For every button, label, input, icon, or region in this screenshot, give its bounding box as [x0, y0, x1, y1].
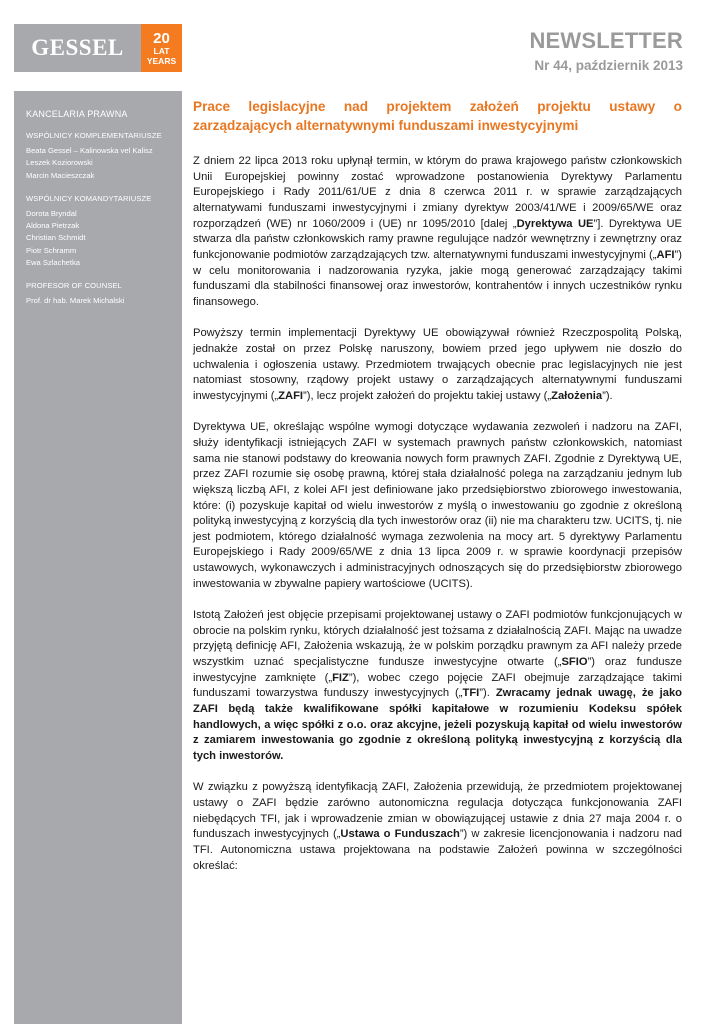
sidebar-section-title: WSPÓLNICY KOMPLEMENTARIUSZE [26, 131, 162, 140]
logo-name: GESSEL [14, 24, 141, 72]
defined-term: Dyrektywa UE [516, 217, 594, 230]
logo-years-badge [141, 24, 182, 72]
sidebar-name: Dorota Bryndal [26, 208, 77, 218]
defined-term: ZAFI [278, 389, 304, 402]
logo-years-line2: YEARS [146, 55, 177, 66]
defined-term: TFI [462, 687, 480, 700]
article-paragraph: W związku z powyższą identyfikacją ZAFI, Założenia przewidują, że przedmiotem projektowanej ustawy o ZAFI będzie zarówno autonomiczna regulacja dotycząca funkcjonowania ZAFI niebędących TFI, jak i wprowadzenie zmian w obowiązującej ustawie z dnia 27 maja 2004 r. o funduszach inwestycyjnych („Ustawa o Funduszach”) w zakresie licencjonowania i nadzoru nad TFI. Autonomiczna ustawa projektowana na podstawie Założeń powinna w szczególności określać: [193, 781, 682, 872]
sidebar-name: Aldona Pietrzak [26, 221, 80, 231]
defined-term: FIZ [332, 671, 349, 684]
sidebar [14, 91, 182, 1024]
sidebar-name: Ewa Szlachetka [26, 258, 81, 268]
article [193, 97, 682, 890]
sidebar-name: Prof. dr hab. Marek Michalski [26, 296, 125, 306]
sidebar-section-title: PROFESOR OF COUNSEL [26, 281, 122, 291]
article-paragraph: Z dniem 22 lipca 2013 roku upłynął termin, w którym do prawa krajowego państw członkowskich Unii Europejskiej powinny zostać wprowadzone postanowienia Dyrektywy Parlamentu Europejskiego i Rady 2011/61/UE z dnia 8 czerwca 2011 r. w sprawie zarządzających alternatywami funduszami inwestycyjnymi i zmiany dyrektyw 2003/41/WE i 2009/65/WE oraz rozporządzeń (WE) nr 1060/2009 i (UE) nr 1095/2010 [dalej „Dyrektywa UE”]. Dyrektywa UE stwarza dla państw członkowskich ramy prawne regulujące nadzór wewnętrzny i zewnętrzny oraz funkcjonowanie podmiotów zarządzających tzw. alternatywnymi funduszami inwestycyjnymi („AFI”) w celu monitorowania i nadzorowania ryzyka, jakie mogą generować zarządzający takimi funduszami dla stabilności finansowej oraz inwestorów, kontrahentów i innych uczestników rynku finansowego. [193, 155, 683, 308]
defined-term: AFI [656, 248, 675, 261]
sidebar-section-title: WSPÓLNICY KOMANDYTARIUSZE [26, 193, 152, 203]
article-title: Prace legislacyjne nad projektem założeń projektu ustawy o zarządzających alternatywnymi funduszami inwestycyjnymi [193, 99, 682, 133]
logo-years-number: 20 [153, 30, 170, 47]
defined-term: SFIO [561, 656, 588, 669]
article-paragraph: Powyższy termin implementacji Dyrektywy UE obowiązywał również Rzeczpospolitą Polską, jednakże został on przez Polskę naruszony, bowiem przed jego upływem nie doszło do uchwalenia i ogłoszenia ustawy. Przedmiotem trwających obecnie prac legislacyjnych nie jest natomiast stosowny, rządowy projekt ustawy o zarządzających alternatywnymi funduszami inwestycyjnymi („ZAFI”), lecz projekt założeń do projektu takiej ustawy („Założenia”). [193, 327, 682, 402]
newsletter-title: NEWSLETTER [529, 28, 683, 53]
defined-term: Założenia [551, 389, 603, 402]
defined-term: Ustawa o Funduszach [340, 828, 460, 841]
sidebar-name: Marcin Macieszczak [26, 170, 95, 180]
sidebar-name: Beata Gessel – Kalinowska vel Kalisz [26, 146, 153, 155]
sidebar-name: Piotr Schramm [26, 245, 77, 255]
article-paragraph: Istotą Założeń jest objęcie przepisami projektowanej ustawy o ZAFI podmiotów funkcjonujących w obrocie na polskim rynku, których działalność jest tożsama z działalnością ZAFI. Mając na uwadze przyjętą definicję AFI, Założenia wskazują, że w polskim porządku prawnym za AFI należy przede wszystkim uznać specjalistyczne fundusze inwestycyjne otwarte („SFIO”) oraz fundusze inwestycyjne zamknięte („FIZ”), wobec czego pojęcie ZAFI obejmuje zarządzające takimi funduszami towarzystwa funduszy inwestycyjnych („TFI”). Zwracamy jednak uwagę, że jako ZAFI będą także kwalifikowane spółki kapitałowe w rozumieniu Kodeksu spółek handlowych, a więc spółki z o.o. oraz akcyjne, jeżeli pozyskują kapitał od wielu inwestorów z zamiarem inwestowania go zgodnie z określoną polityką inwestycyjną z korzyścią dla tych inwestorów. [193, 609, 683, 763]
sidebar-name: Leszek Koziorowski [26, 158, 93, 168]
newsletter-issue: Nr 44, październik 2013 [534, 58, 683, 73]
emphasis-note: Zwracamy jednak uwagę, że jako ZAFI będą także kwalifikowane spółki kapitałowe w rozumieniu Kodeksu spółek handlowych, a więc spółki z o.o. oraz akcyjne, jeżeli pozyskują kapitał od wielu inwestorów z zamiarem inwestowania go zgodnie z określoną polityką inwestycyjną z korzyścią dla tych inwestorów. [193, 687, 683, 763]
logo-years-line1: LAT [153, 46, 170, 56]
logo [14, 24, 182, 72]
sidebar-heading: KANCELARIA PRAWNA [26, 109, 128, 119]
sidebar-name: Christian Schmidt [26, 233, 86, 243]
article-paragraph: Dyrektywa UE, określając wspólne wymogi dotyczące wydawania zezwoleń i nadzoru na ZAFI, służy identyfikacji istniejących ZAFI w systemach prawnych państw członkowskich, natomiast sama nie stanowi podstawy do kreowania nowych form prawnych ZAFI. Zgodnie z Dyrektywą UE, przez ZAFI rozumie się osobę prawną, której stała działalność polega na zarządzaniu jednym lub większą liczbą AFI, z kolei AFI jest definiowane jako przedsiębiorstwo zbiorowego inwestowania, które: (i) pozyskuje kapitał od wielu inwestorów z myślą o inwestowaniu go zgodnie z określoną polityką inwestycyjną z korzyścią dla tych inwestorów oraz (ii) nie ma charakteru tzw. UCITS, tj. nie jest podmiotem, którego działalność wymaga zezwolenia na mocy art. 5 dyrektywy Parlamentu Europejskiego i Rady 2009/65/WE z dnia 13 lipca 2009 r. w sprawie koordynacji przepisów ustawowych, wykonawczych i administracyjnych odnoszących się do przedsiębiorstw zbiorowego inwestowania w zbywalne papiery wartościowe (UCITS). [193, 421, 682, 590]
